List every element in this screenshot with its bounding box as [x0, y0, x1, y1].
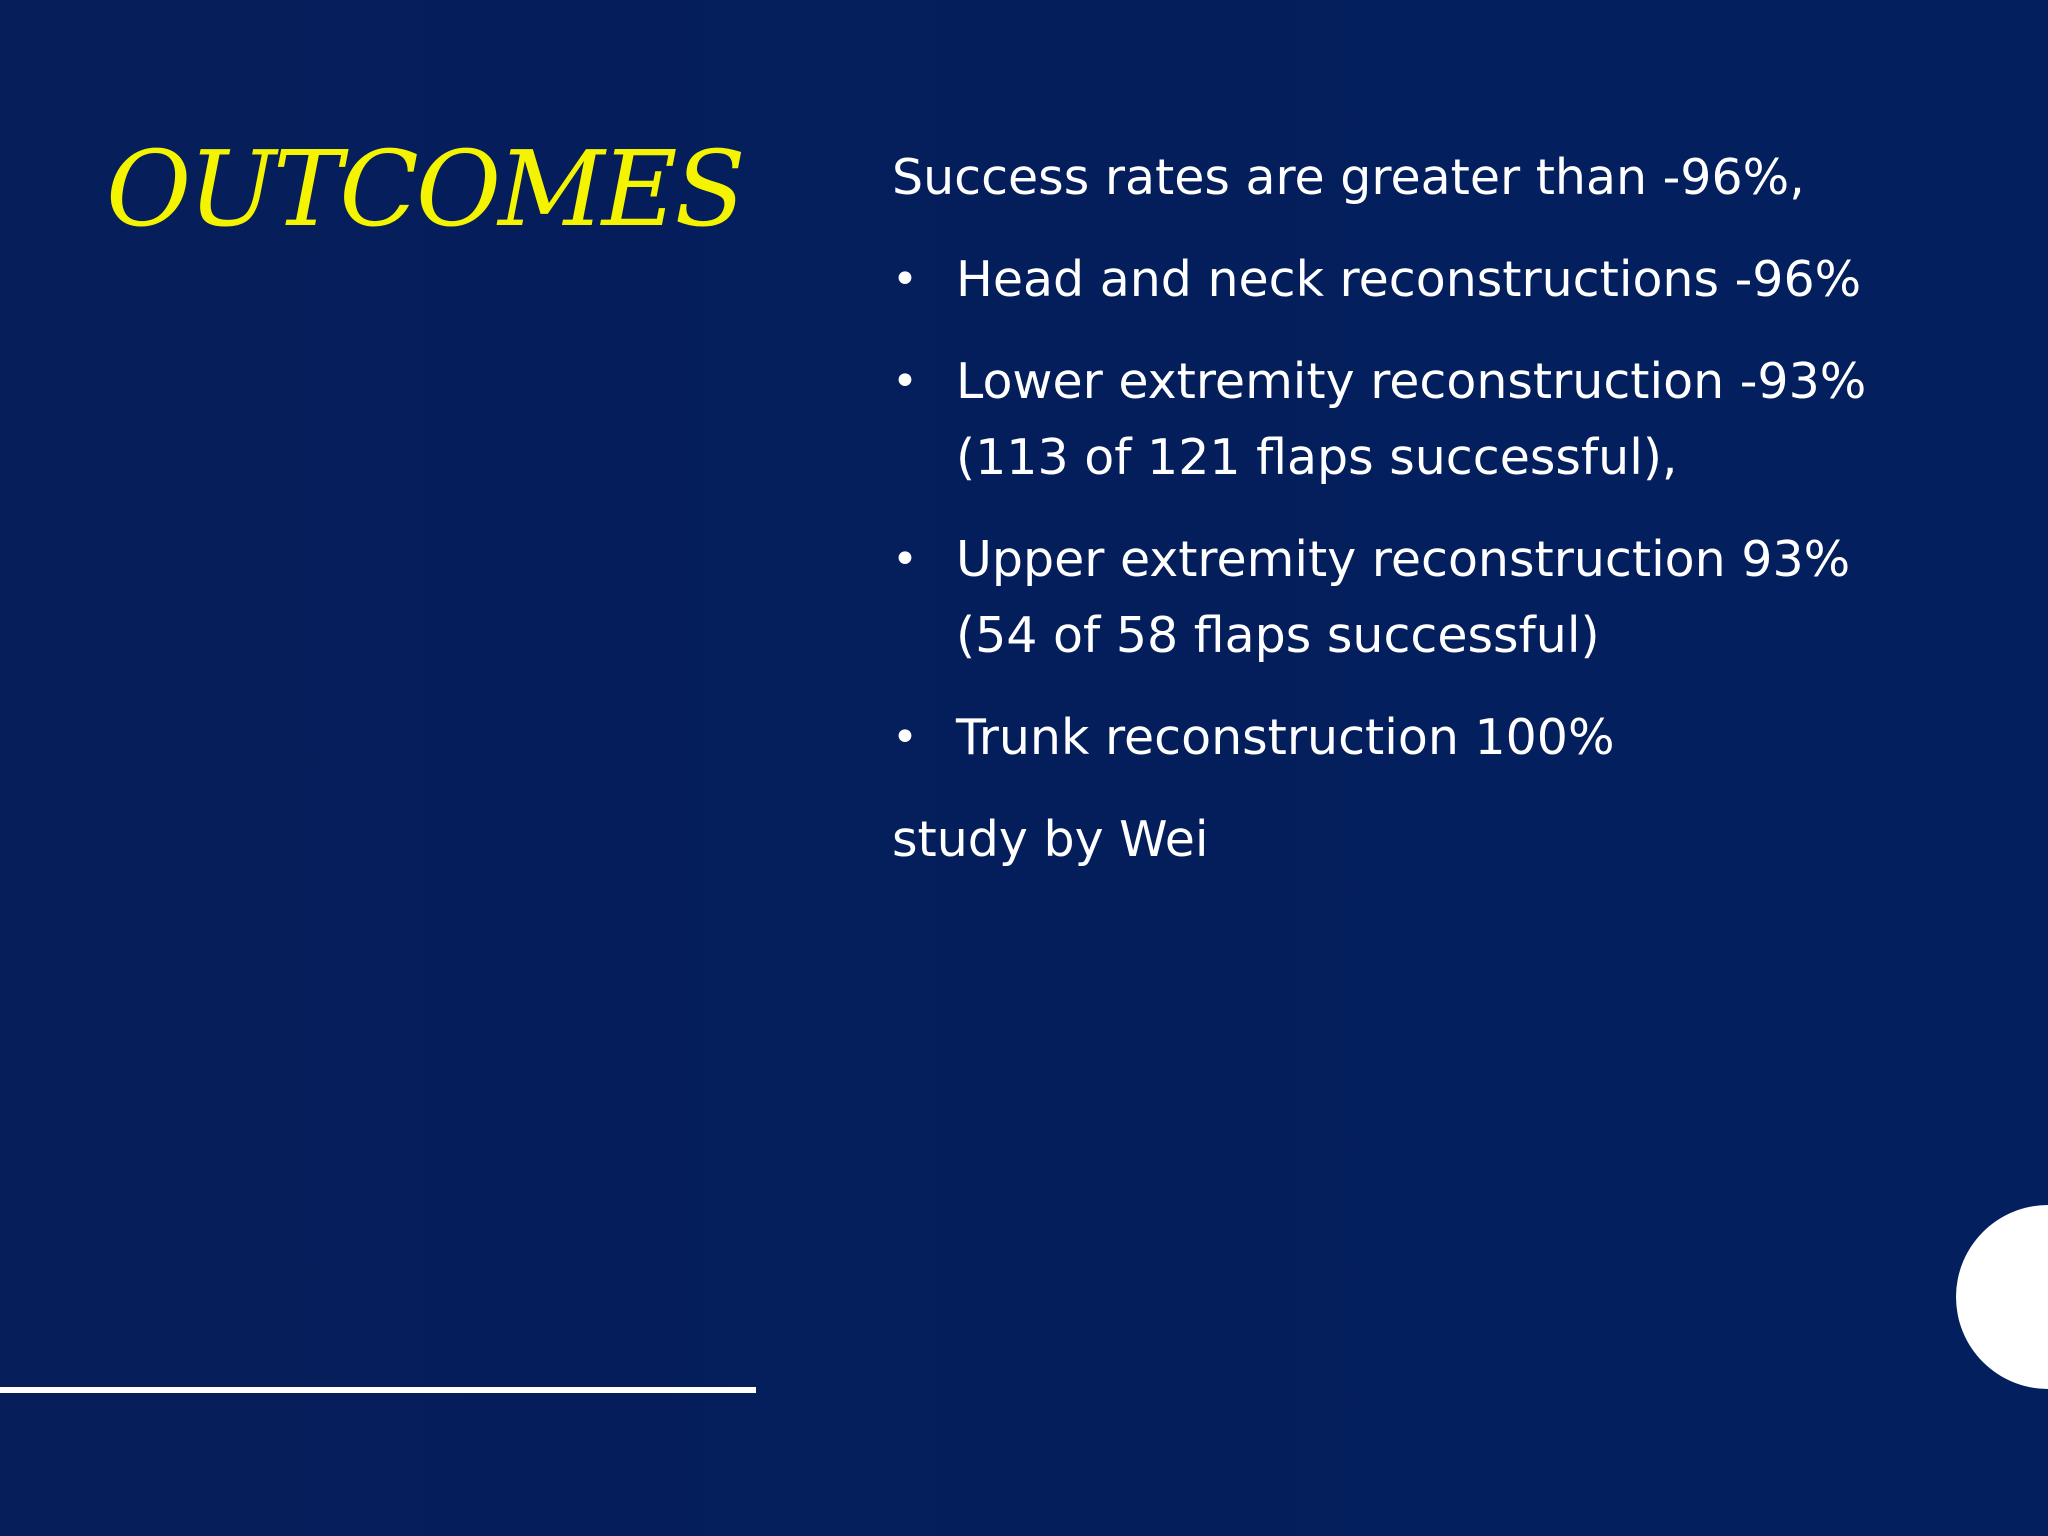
bullet-item-trunk — [892, 700, 1932, 776]
decorative-circle — [1956, 1205, 2048, 1389]
bullet-text: Lower extremity reconstruction -93% (113 of 121 flaps successful), — [956, 353, 1867, 486]
decorative-rule — [0, 1387, 756, 1393]
bullet-item-upper-extremity — [892, 522, 1932, 674]
bullet-text: Head and neck reconstructions -96% — [956, 251, 1862, 308]
bullet-item-head-neck — [892, 242, 1932, 318]
bullet-item-lower-extremity — [892, 344, 1932, 496]
slide-title: OUTCOMES — [106, 128, 743, 250]
bullet-list — [892, 242, 1932, 776]
slide-content — [892, 140, 1932, 904]
bullet-icon: • — [892, 712, 918, 763]
bullet-icon: • — [892, 534, 918, 585]
intro-text: Success rates are greater than -96%, — [892, 149, 1805, 206]
bullet-icon: • — [892, 356, 918, 407]
bullet-text: Trunk reconstruction 100% — [956, 709, 1615, 766]
source-text: study by Wei — [892, 811, 1209, 868]
bullet-icon: • — [892, 254, 918, 305]
bullet-text: Upper extremity reconstruction 93% (54 of 58 flaps successful) — [956, 531, 1851, 664]
